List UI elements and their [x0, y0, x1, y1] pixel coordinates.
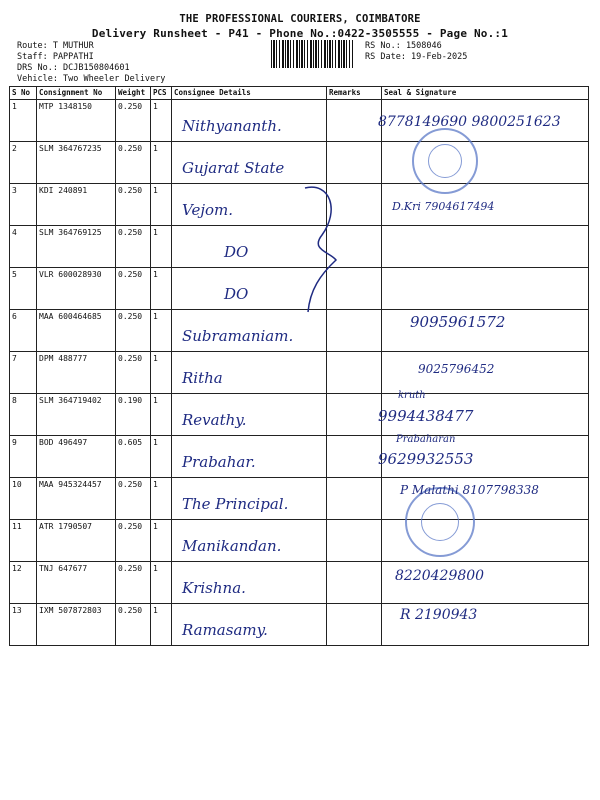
- consignee-handwriting: Prabahar.: [182, 453, 256, 471]
- col-pcs: PCS: [151, 87, 172, 100]
- table-header-row: [10, 87, 589, 100]
- table-row: [10, 604, 589, 646]
- cell-pcs: 1: [151, 394, 172, 436]
- cell-weight: 0.250: [116, 184, 151, 226]
- cell-consignment: MTP 1348150: [37, 100, 116, 142]
- seal-stamp: [405, 487, 475, 557]
- cell-weight: 0.250: [116, 604, 151, 646]
- cell-sno: 7: [10, 352, 37, 394]
- cell-pcs: 1: [151, 310, 172, 352]
- cell-remarks: [327, 436, 382, 478]
- signature-10: P Malathi 8107798338: [400, 483, 539, 497]
- cell-consignment: BOD 496497: [37, 436, 116, 478]
- rs-date: RS Date: 19-Feb-2025: [365, 52, 468, 62]
- cell-consignment: MAA 945324457: [37, 478, 116, 520]
- signature-8-name: kruth: [398, 390, 426, 401]
- signature-3: D.Kri 7904617494: [392, 200, 495, 213]
- cell-remarks: [327, 394, 382, 436]
- consignee-handwriting: Manikandan.: [182, 537, 282, 555]
- vehicle-label: Vehicle: Two Wheeler Delivery: [17, 74, 166, 84]
- consignee-handwriting: Revathy.: [182, 411, 247, 429]
- cell-weight: 0.190: [116, 394, 151, 436]
- cell-sno: 6: [10, 310, 37, 352]
- cell-pcs: 1: [151, 226, 172, 268]
- cell-pcs: 1: [151, 142, 172, 184]
- cell-weight: 0.250: [116, 226, 151, 268]
- cell-consignee: [172, 520, 327, 562]
- consignee-handwriting: Ritha: [182, 369, 223, 387]
- cell-weight: 0.605: [116, 436, 151, 478]
- signature-9-phone: 9629932553: [378, 450, 474, 468]
- cell-consignee: [172, 352, 327, 394]
- consignee-handwriting: Krishna.: [182, 579, 246, 597]
- signature-1: 8778149690 9800251623: [378, 114, 561, 130]
- signature-13: R 2190943: [400, 607, 478, 623]
- cell-sno: 10: [10, 478, 37, 520]
- cell-consignee: [172, 142, 327, 184]
- table-row: [10, 268, 589, 310]
- col-consignee: Consignee Details: [172, 87, 327, 100]
- cell-pcs: 1: [151, 562, 172, 604]
- cell-sno: 8: [10, 394, 37, 436]
- consignee-handwriting: Ramasamy.: [182, 621, 268, 639]
- col-seal-signature: Seal & Signature: [382, 87, 589, 100]
- cell-consignee: [172, 394, 327, 436]
- cell-weight: 0.250: [116, 562, 151, 604]
- cell-consignment: KDI 240891: [37, 184, 116, 226]
- cell-remarks: [327, 142, 382, 184]
- cell-sno: 5: [10, 268, 37, 310]
- cell-remarks: [327, 604, 382, 646]
- cell-remarks: [327, 520, 382, 562]
- cell-consignment: SLM 364719402: [37, 394, 116, 436]
- cell-weight: 0.250: [116, 142, 151, 184]
- barcode: [271, 40, 353, 68]
- cell-consignment: SLM 364769125: [37, 226, 116, 268]
- consignee-handwriting: Nithyananth.: [182, 117, 282, 135]
- consignee-handwriting: The Principal.: [182, 495, 289, 513]
- signature-6: 9095961572: [410, 313, 506, 331]
- cell-pcs: 1: [151, 520, 172, 562]
- cell-consignee: [172, 604, 327, 646]
- cell-weight: 0.250: [116, 520, 151, 562]
- cell-consignment: VLR 600028930: [37, 268, 116, 310]
- runsheet-table: [9, 86, 589, 646]
- cell-remarks: [327, 562, 382, 604]
- cell-weight: 0.250: [116, 352, 151, 394]
- company-title: THE PROFESSIONAL COURIERS, COIMBATORE: [179, 13, 421, 25]
- cell-remarks: [327, 478, 382, 520]
- table-row: [10, 352, 589, 394]
- cell-consignment: DPM 488777: [37, 352, 116, 394]
- cell-remarks: [327, 352, 382, 394]
- cell-consignee: [172, 100, 327, 142]
- col-weight: Weight: [116, 87, 151, 100]
- cell-pcs: 1: [151, 352, 172, 394]
- cell-sno: 1: [10, 100, 37, 142]
- cell-consignee: [172, 436, 327, 478]
- signature-9-name: Prabaharan: [396, 434, 456, 445]
- cell-sno: 12: [10, 562, 37, 604]
- cell-signature: [382, 268, 589, 310]
- cell-weight: 0.250: [116, 310, 151, 352]
- cell-pcs: 1: [151, 478, 172, 520]
- table-row: [10, 520, 589, 562]
- col-consignment: Consignment No: [37, 87, 116, 100]
- cell-pcs: 1: [151, 436, 172, 478]
- consignee-handwriting: DO: [224, 243, 249, 261]
- cell-sno: 3: [10, 184, 37, 226]
- cell-weight: 0.250: [116, 478, 151, 520]
- cell-consignment: SLM 364767235: [37, 142, 116, 184]
- cell-pcs: 1: [151, 604, 172, 646]
- cell-consignment: TNJ 647677: [37, 562, 116, 604]
- cell-remarks: [327, 100, 382, 142]
- table-row: [10, 226, 589, 268]
- cell-sno: 2: [10, 142, 37, 184]
- cell-consignee: [172, 562, 327, 604]
- cell-pcs: 1: [151, 184, 172, 226]
- table-row: [10, 562, 589, 604]
- cell-sno: 13: [10, 604, 37, 646]
- cell-weight: 0.250: [116, 100, 151, 142]
- table-row: [10, 436, 589, 478]
- cell-consignee: [172, 478, 327, 520]
- handwritten-bracket: [300, 180, 360, 320]
- cell-consignment: IXM 507872803: [37, 604, 116, 646]
- signature-12: 8220429800: [395, 568, 485, 584]
- runsheet-title: Delivery Runsheet - P41 - Phone No.:0422-3505555 - Page No.:1: [91, 27, 509, 40]
- table-row: [10, 184, 589, 226]
- rs-number: RS No.: 1508046: [365, 41, 442, 51]
- col-sno: S No: [10, 87, 37, 100]
- signature-7: 9025796452: [418, 362, 495, 376]
- table-row: [10, 394, 589, 436]
- table-row: [10, 142, 589, 184]
- cell-pcs: 1: [151, 100, 172, 142]
- route-label: Route: T MUTHUR: [17, 41, 94, 51]
- consignee-handwriting: Gujarat State: [182, 159, 285, 177]
- cell-consignment: MAA 600464685: [37, 310, 116, 352]
- staff-label: Staff: PAPPATHI: [17, 52, 94, 62]
- signature-8-phone: 9994438477: [378, 407, 474, 425]
- drs-number: DRS No.: DCJB150804601: [17, 63, 130, 73]
- consignee-handwriting: Vejom.: [182, 201, 234, 219]
- cell-consignment: ATR 1790507: [37, 520, 116, 562]
- cell-sno: 9: [10, 436, 37, 478]
- consignee-handwriting: Subramaniam.: [182, 327, 294, 345]
- cell-sno: 11: [10, 520, 37, 562]
- col-remarks: Remarks: [327, 87, 382, 100]
- cell-pcs: 1: [151, 268, 172, 310]
- cell-sno: 4: [10, 226, 37, 268]
- seal-stamp: [412, 128, 478, 194]
- cell-weight: 0.250: [116, 268, 151, 310]
- consignee-handwriting: DO: [224, 285, 249, 303]
- cell-signature: [382, 226, 589, 268]
